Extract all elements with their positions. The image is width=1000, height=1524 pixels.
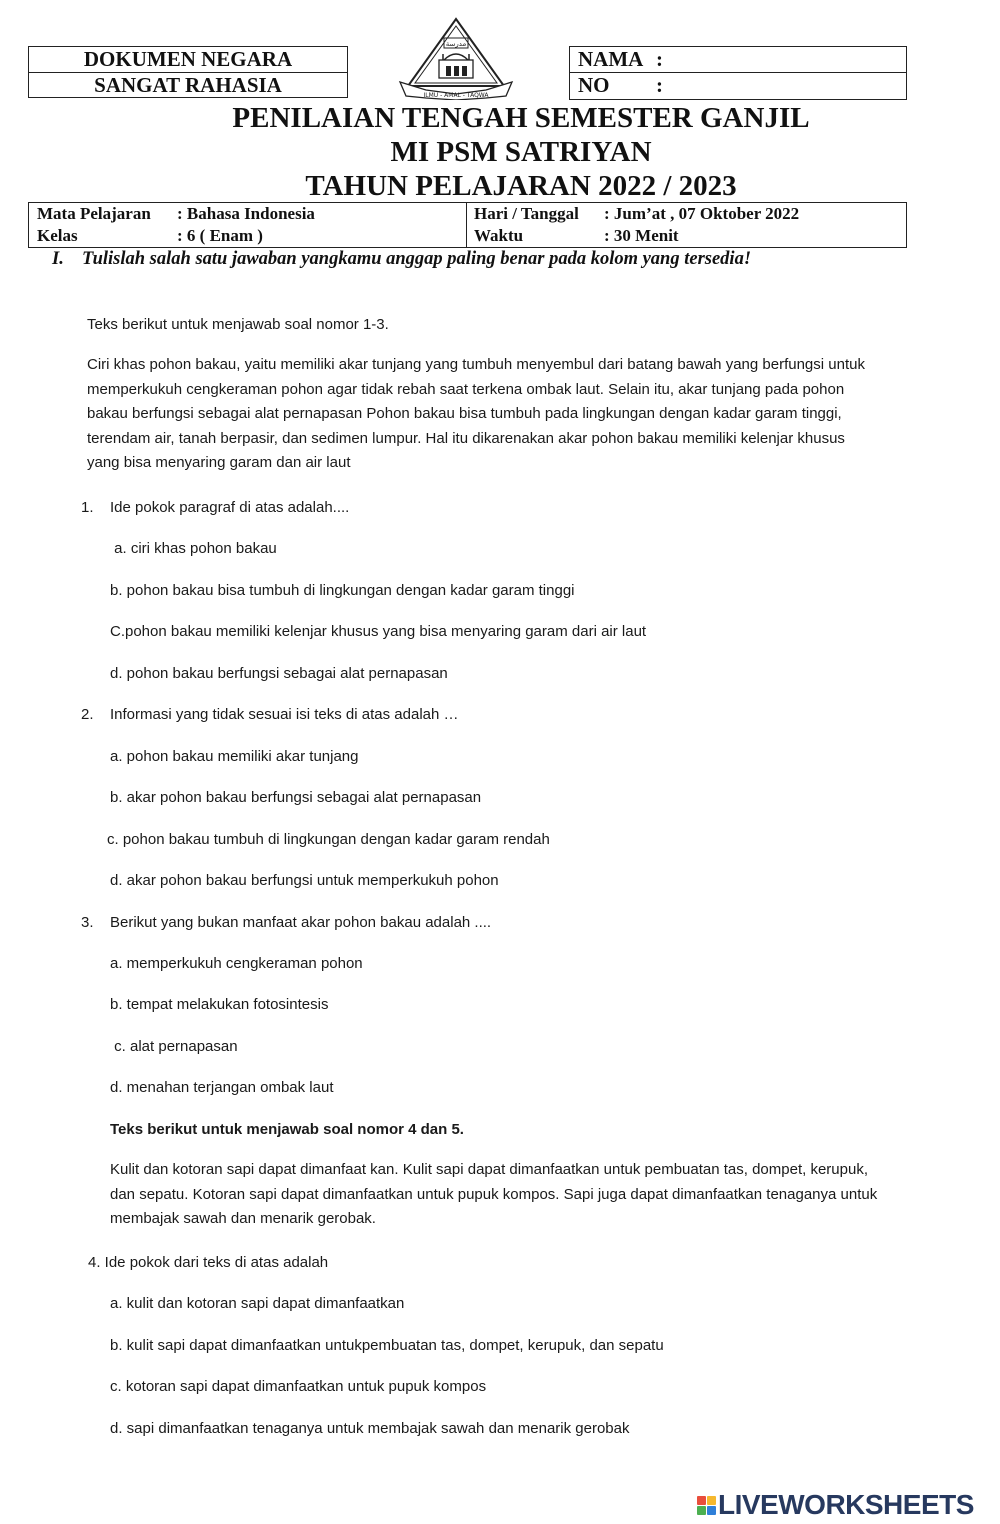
passage-line: Kulit dan kotoran sapi dapat dimanfaat kan. Kulit sapi dapat dimanfaatkan untuk pembuatan tas, dompet, kerupuk, bbox=[110, 1161, 868, 1178]
question-1 bbox=[81, 497, 349, 518]
q3-option-b[interactable]: b. tempat melakukan fotosintesis bbox=[110, 996, 329, 1013]
nama-label: NAMA bbox=[578, 47, 644, 71]
q3-option-c[interactable]: c. alat pernapasan bbox=[110, 1038, 238, 1055]
date-row bbox=[466, 203, 906, 225]
info-right-column bbox=[466, 203, 906, 247]
section2-passage bbox=[110, 1158, 970, 1232]
time-row bbox=[466, 225, 906, 247]
academic-year: TAHUN PELAJARAN 2022 / 2023 bbox=[305, 170, 737, 202]
q2-option-a[interactable]: a. pohon bakau memiliki akar tunjang bbox=[110, 748, 359, 765]
passage-line: memperkukuh cengkeraman pohon agar tidak rebah saat terkena ombak laut. Selain itu, akar tunjang pada pohon bbox=[87, 380, 845, 398]
school-emblem-icon bbox=[396, 16, 516, 100]
q4-option-d[interactable]: d. sapi dimanfaatkan tenaganya untuk membajak sawah dan menarik gerobak bbox=[110, 1420, 630, 1437]
q1-option-b[interactable]: b. pohon bakau bisa tumbuh di lingkungan dengan kadar garam tinggi bbox=[110, 582, 575, 599]
q3-option-d[interactable]: d. menahan terjangan ombak laut bbox=[110, 1079, 334, 1096]
question-number: 1. bbox=[81, 499, 94, 516]
school-name: MI PSM SATRIYAN bbox=[390, 136, 652, 168]
instruction-text: Tulislah salah satu jawaban yangkamu anggap paling benar pada kolom yang tersedia! bbox=[82, 249, 752, 269]
section2-intro: Teks berikut untuk menjawab soal nomor 4 dan 5. bbox=[110, 1121, 464, 1138]
classification-line-2: SANGAT RAHASIA bbox=[29, 72, 347, 98]
q2-option-b[interactable]: b. akar pohon bakau berfungsi sebagai alat pernapasan bbox=[110, 789, 482, 806]
liveworksheets-logo-icon bbox=[697, 1496, 716, 1515]
class-row bbox=[29, 225, 466, 247]
passage-line: Ciri khas pohon bakau, yaitu memiliki akar tunjang yang tumbuh menyembul dari batang bawah yang berfungsi untuk bbox=[87, 356, 865, 373]
passage-line: terendam air, tanah berpasir, dan sedimen lumpur. Hal itu dikarenakan akar pohon bakau memiliki kelenjar khusus bbox=[87, 429, 845, 447]
section1-passage bbox=[87, 353, 967, 476]
q1-option-c[interactable]: C.pohon bakau memiliki kelenjar khusus yang bisa menyaring garam dari air laut bbox=[110, 623, 647, 640]
svg-text:مدرسة: مدرسة bbox=[445, 40, 467, 48]
q4-option-b[interactable]: b. kulit sapi dapat dimanfaatkan untukpembuatan tas, dompet, kerupuk, dan sepatu bbox=[110, 1337, 664, 1354]
no-separator: : bbox=[656, 73, 663, 97]
question-text: Ide pokok paragraf di atas adalah.... bbox=[110, 499, 350, 516]
question-number: 2. bbox=[81, 706, 94, 723]
subject-row bbox=[29, 203, 466, 225]
question-number: 3. bbox=[81, 914, 94, 931]
q2-option-c[interactable]: c. pohon bakau tumbuh di lingkungan dengan kadar garam rendah bbox=[107, 831, 550, 848]
q1-option-d[interactable]: d. pohon bakau berfungsi sebagai alat pernapasan bbox=[110, 665, 448, 682]
section1-intro: Teks berikut untuk menjawab soal nomor 1-3. bbox=[87, 316, 389, 333]
instruction bbox=[52, 249, 751, 270]
liveworksheets-footer[interactable] bbox=[697, 1490, 974, 1520]
exam-title: PENILAIAN TENGAH SEMESTER GANJIL bbox=[232, 102, 810, 134]
class-label: Kelas bbox=[37, 226, 78, 245]
date-label: Hari / Tanggal bbox=[474, 204, 579, 223]
student-identity-box bbox=[569, 46, 907, 100]
q4-option-c[interactable]: c. kotoran sapi dapat dimanfaatkan untuk pupuk kompos bbox=[110, 1378, 487, 1395]
liveworksheets-brand: LIVEWORKSHEETS bbox=[718, 1489, 974, 1520]
time-label: Waktu bbox=[474, 226, 524, 245]
no-label: NO bbox=[578, 73, 610, 97]
q2-option-d[interactable]: d. akar pohon bakau berfungsi untuk memperkukuh pohon bbox=[110, 872, 499, 889]
question-text: Berikut yang bukan manfaat akar pohon bakau adalah .... bbox=[110, 914, 492, 931]
class-value: : 6 ( Enam ) bbox=[177, 226, 263, 245]
exam-info-table bbox=[28, 202, 907, 248]
q4-option-a[interactable]: a. kulit dan kotoran sapi dapat dimanfaatkan bbox=[110, 1295, 405, 1312]
time-value: : 30 Menit bbox=[604, 226, 679, 245]
q3-option-a[interactable]: a. memperkukuh cengkeraman pohon bbox=[110, 955, 363, 972]
classification-line-1: DOKUMEN NEGARA bbox=[83, 47, 293, 71]
passage-line: bakau berfungsi sebagai alat pernapasan Pohon bakau bisa tumbuh pada lingkungan dengan kadar garam tinggi, bbox=[87, 405, 842, 422]
q1-option-a[interactable]: a. ciri khas pohon bakau bbox=[110, 540, 277, 557]
question-4: 4. Ide pokok dari teks di atas adalah bbox=[88, 1254, 329, 1271]
instruction-number: I. bbox=[52, 249, 64, 269]
classification-box bbox=[28, 46, 348, 98]
passage-line: dan sepatu. Kotoran sapi dapat dimanfaatkan untuk pupuk kompos. Sapi juga dapat dimanfaatkan tenaganya untuk bbox=[110, 1185, 878, 1203]
no-row bbox=[570, 72, 906, 98]
question-3 bbox=[81, 912, 491, 933]
emblem-ribbon-text: ILMU - AMAL - TAQWA bbox=[423, 92, 489, 99]
subject-value: : Bahasa Indonesia bbox=[177, 204, 315, 223]
nama-row bbox=[570, 47, 906, 72]
passage-line: yang bisa menyaring garam dan air laut bbox=[87, 454, 351, 471]
info-left-column bbox=[29, 203, 467, 247]
question-text: Informasi yang tidak sesuai isi teks di atas adalah … bbox=[110, 706, 459, 723]
nama-separator: : bbox=[656, 47, 663, 71]
subject-label: Mata Pelajaran bbox=[37, 204, 151, 223]
question-2 bbox=[81, 704, 459, 725]
date-value: : Jum’at , 07 Oktober 2022 bbox=[604, 204, 800, 223]
passage-line: membajak sawah dan menarik gerobak. bbox=[110, 1210, 376, 1227]
